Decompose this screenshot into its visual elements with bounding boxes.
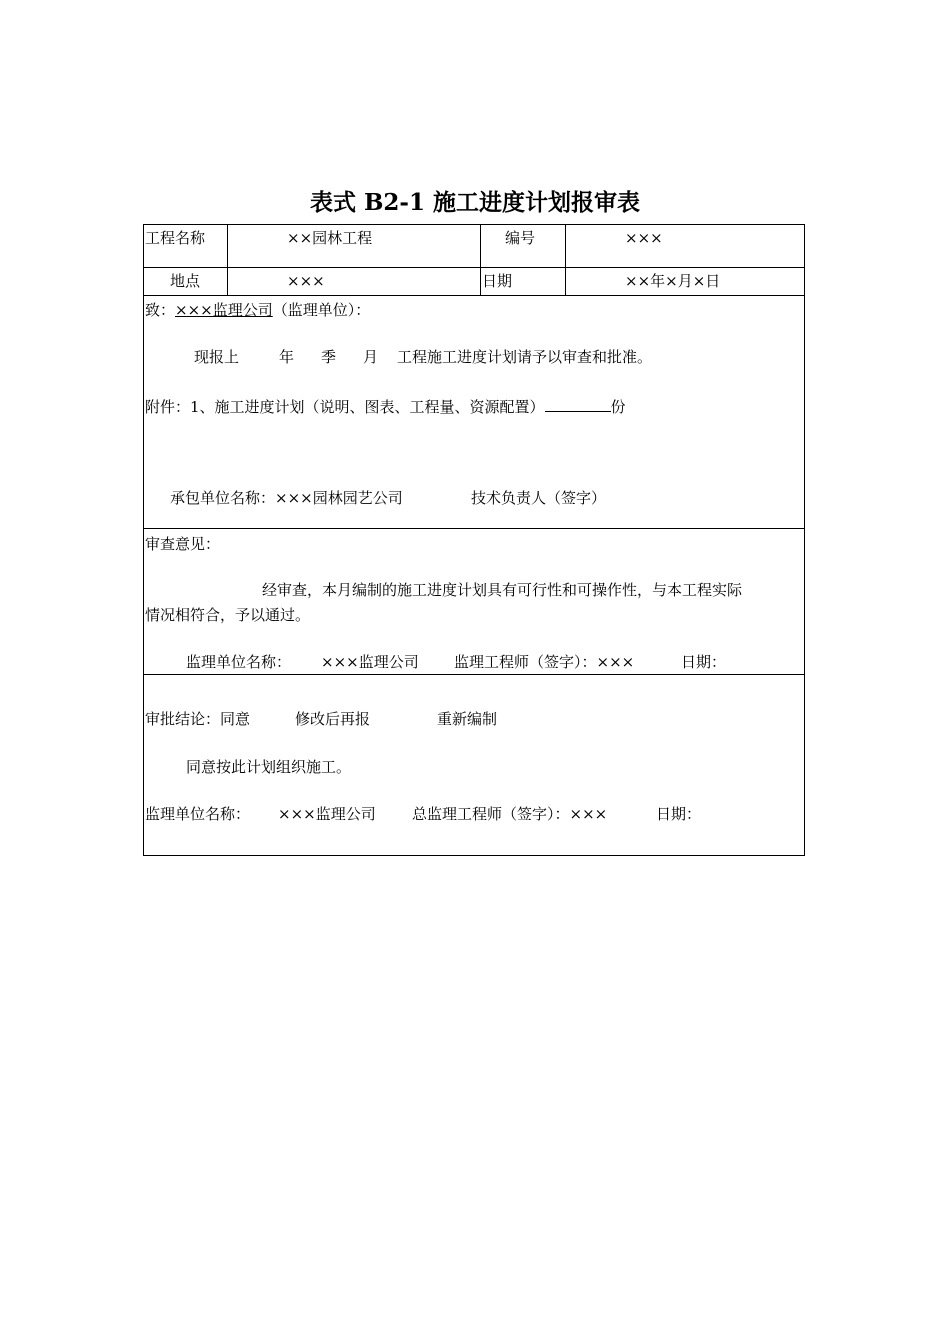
project-name-label: 工程名称	[145, 229, 206, 247]
project-name-value: ××园林工程	[287, 229, 373, 247]
form-title: 表式 B2-1 施工进度计划报审表	[309, 189, 640, 216]
review-label: 审查意见：	[145, 535, 221, 553]
number-value: ×××	[625, 229, 663, 247]
column-divider	[227, 224, 228, 295]
report-season: 季	[321, 348, 337, 366]
report-text-end: 工程施工进度计划请予以审查和批准。	[397, 348, 653, 366]
row-divider	[143, 674, 805, 675]
approval-date-label: 日期：	[656, 805, 702, 823]
addressee-prefix: 致：	[145, 301, 176, 319]
column-divider	[480, 224, 481, 295]
attachment-text: 附件：1、施工进度计划（说明、图表、工程量、资源配置）	[145, 398, 545, 416]
review-opinion-line1: 经审查，本月编制的施工进度计划具有可行性和可操作性，与本工程实际	[262, 581, 743, 599]
report-year: 年	[279, 348, 295, 366]
approval-option-redo: 重新编制	[437, 710, 498, 728]
contractor-label: 承包单位名称：×××园林园艺公司	[170, 489, 403, 507]
review-opinion-line2: 情况相符合，予以通过。	[145, 606, 311, 624]
approval-unit-value: ×××监理公司	[278, 805, 376, 823]
addressee-company: ×××监理公司	[175, 301, 273, 319]
location-label: 地点	[170, 272, 201, 290]
report-month: 月	[363, 348, 379, 366]
review-engineer-signature: 监理工程师（签字）：×××	[454, 653, 635, 671]
review-unit-label: 监理单位名称：	[186, 653, 292, 671]
number-label: 编号	[505, 229, 536, 247]
attachment-unit: 份	[610, 398, 626, 416]
addressee-line	[145, 301, 370, 319]
review-unit-value: ×××监理公司	[321, 653, 419, 671]
copies-blank	[545, 396, 611, 412]
report-text-start: 现报上	[194, 348, 240, 366]
attachment-line	[145, 396, 626, 416]
row-divider	[143, 295, 805, 296]
approval-unit-label: 监理单位名称：	[145, 805, 251, 823]
review-date-label: 日期：	[681, 653, 727, 671]
row-divider	[143, 528, 805, 529]
column-divider	[565, 224, 566, 295]
location-value: ×××	[287, 272, 325, 290]
approval-decision: 同意按此计划组织施工。	[186, 758, 352, 776]
date-label: 日期	[482, 272, 513, 290]
approval-conclusion-label: 审批结论：同意	[145, 710, 251, 728]
addressee-suffix: （监理单位）：	[272, 301, 371, 319]
tech-lead-signature: 技术负责人（签字）	[471, 489, 607, 507]
date-value: ××年×月×日	[625, 272, 721, 290]
chief-engineer-signature: 总监理工程师（签字）：×××	[412, 805, 608, 823]
row-divider	[143, 267, 805, 268]
approval-option-modify: 修改后再报	[295, 710, 371, 728]
